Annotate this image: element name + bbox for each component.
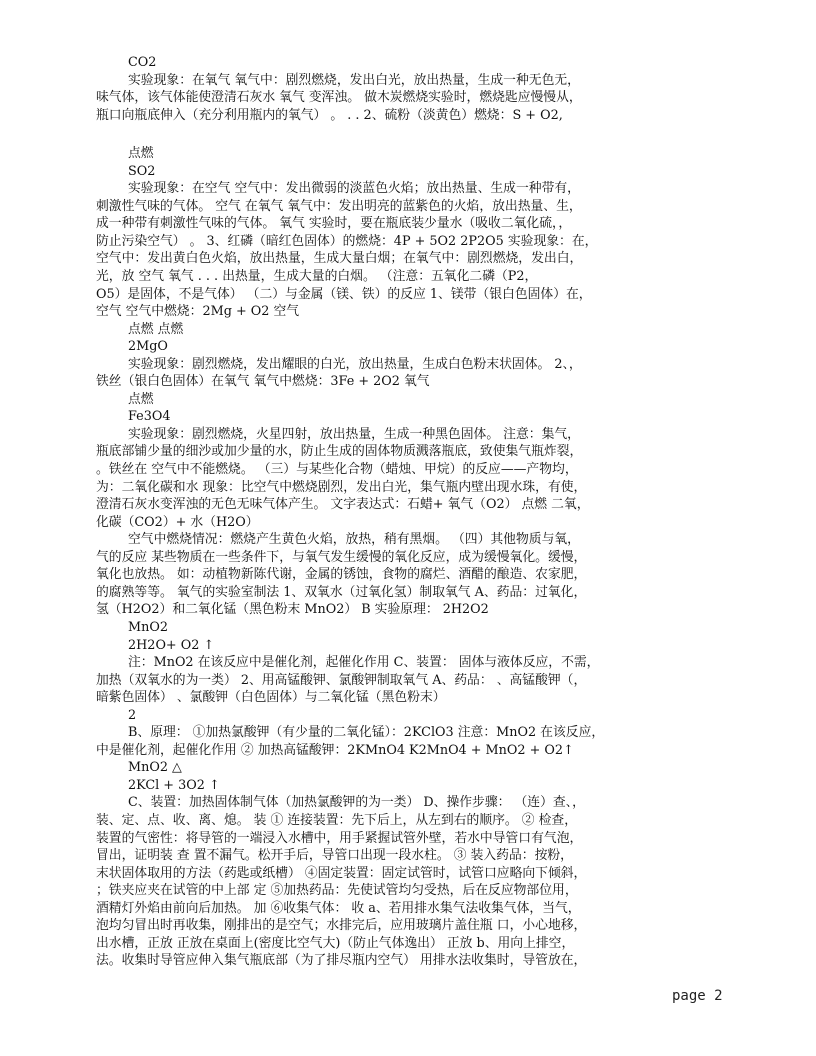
text-line: 为：二氧化碳和水 现象：比空气中燃烧剧烈，发出白光，集气瓶内壁出现水珠，有使， bbox=[96, 479, 587, 495]
text-line: 瓶底部铺少量的细沙或加少量的水，防止生成的固体物质溅落瓶底，致使集气瓶炸裂， bbox=[96, 444, 583, 460]
text-line: 装置的气密性：将导管的一端浸入水槽中，用手紧握试管外壁，若水中导管口有气泡， bbox=[96, 830, 583, 846]
text-line: 2H2O+ O2 ↑ bbox=[128, 637, 215, 653]
text-line: MnO2 △ bbox=[128, 760, 182, 776]
text-line: CO2 bbox=[128, 55, 157, 70]
text-line: SO2 bbox=[128, 163, 156, 179]
text-line: 实验现象：在空气 空气中：发出微弱的淡蓝色火焰；放出热量、生成一种带有， bbox=[128, 181, 580, 197]
text-line: 防止污染空气） 。 3、红磷（暗红色固体）的燃烧：4P + 5O2 2P2O5 实验现象：在， bbox=[96, 233, 598, 249]
text-line: 点燃 bbox=[128, 146, 154, 162]
blank-line bbox=[96, 124, 696, 145]
text-line: 成一种带有刺激性气味的气体。 氧气 实验时，要在瓶底装少量水（吸收二氧化硫，， bbox=[96, 216, 572, 232]
text-line: MnO2 bbox=[128, 619, 168, 635]
text-line: 氧化也放热。 如：动植物新陈代谢，金属的锈蚀，食物的腐烂、酒醋的酿造、农家肥， bbox=[96, 567, 587, 583]
text-line: 2MgO bbox=[128, 339, 168, 355]
text-line: 味气体，该气体能使澄清石灰水 氧气 变浑浊。 做木炭燃烧实验时，燃烧匙应慢慢从， bbox=[96, 90, 582, 106]
text-line: 空气中：发出黄白色火焰，放出热量，生成大量白烟；在氧气中：剧烈燃烧，发出白， bbox=[96, 251, 583, 267]
text-line: 。铁丝在 空气中不能燃烧。 （三）与某些化合物（蜡烛、甲烷）的反应——产物均， bbox=[96, 462, 578, 478]
text-line: 酒精灯外焰由前向后加热。 加 ⑥收集气体： 收 a、若用排水集气法收集气体，当气， bbox=[96, 900, 581, 916]
text-line: 暗紫色固体） 、氯酸钾（白色固体）与二氧化锰（黑色粉末） bbox=[96, 690, 446, 706]
text-line: 澄清石灰水变浑浊的无色无味气体产生。 文字表达式：石蜡+ 氧气（O2） 点燃 二氧， bbox=[96, 497, 590, 513]
page-number: page 2 bbox=[672, 988, 723, 1004]
text-line: O5）是固体，不是气体） （二）与金属（镁、铁）的反应 1、镁带（银白色固体）在， bbox=[96, 286, 592, 302]
text-line: 刺激性气味的气体。 空气 在氧气 氧气中：发出明亮的蓝紫色的火焰，放出热量、生， bbox=[96, 198, 582, 214]
text-line: 末状固体取用的方法（药匙或纸槽） ④固定装置：固定试管时，试管口应略向下倾斜， bbox=[96, 865, 587, 881]
text-line: 实验现象：剧烈燃烧，发出耀眼的白光，放出热量，生成白色粉末状固体。 2、， bbox=[128, 356, 582, 372]
text-line: ；铁夹应夹在试管的中上部 定 ⑤加热药品：先使试管均匀受热，后在反应物部位用， bbox=[96, 883, 578, 899]
text-line: 空气 空气中燃烧：2Mg + O2 空气 bbox=[96, 304, 300, 320]
text-line: 中是催化剂，起催化作用 ② 加热高锰酸钾：2KMnO4 K2MnO4 + MnO2 + O2↑ bbox=[96, 742, 574, 758]
text-line: 装、定、点、收、离、熄。 装 ① 连接装置：先下后上，从左到右的顺序。 ② 检查， bbox=[96, 812, 578, 828]
text-line: 泡均匀冒出时再收集，刚排出的是空气；水排完后，应用玻璃片盖住瓶 口，小心地移， bbox=[96, 918, 587, 934]
text-line: 光，放 空气 氧气 . . . 出热量，生成大量的白烟。 （注意：五氧化二磷（P2， bbox=[96, 269, 538, 285]
text-line: 实验现象：剧烈燃烧，火星四射，放出热量，生成一种黑色固体。 注意：集气， bbox=[128, 426, 580, 442]
text-line: B、原理： ①加热氯酸钾（有少量的二氧化锰）：2KClO3 注意：MnO2 在该反应， bbox=[128, 725, 605, 741]
text-line: 注：MnO2 在该反应中是催化剂，起催化作用 C、装置： 固体与液体反应，不需， bbox=[128, 655, 600, 671]
text-line: C、装置：加热固体制气体（加热氯酸钾的为一类） D、操作步骤： （连）查、， bbox=[128, 795, 585, 811]
text-line: 氢（H2O2）和二氧化锰（黑色粉末 MnO2） B 实验原理： 2H2O2 bbox=[96, 602, 489, 618]
text-line: 加热（双氧水的为一类） 2、用高锰酸钾、氯酸钾制取氧气 A、药品： 、高锰酸钾（， bbox=[96, 672, 587, 688]
text-line: 法。收集时导管应伸入集气瓶底部（为了排尽瓶内空气） 用排水法收集时，导管放在， bbox=[96, 953, 587, 969]
text-line: 点燃 点燃 bbox=[128, 321, 184, 337]
text-line: 2 bbox=[128, 707, 137, 723]
text-line: 化碳（CO2）+ 水（H2O） bbox=[96, 514, 259, 530]
text-line: 空气中燃烧情况：燃烧产生黄色火焰，放热，稍有黑烟。 （四）其他物质与氧， bbox=[128, 532, 580, 548]
document-body bbox=[96, 54, 696, 970]
text-line: Fe3O4 bbox=[128, 409, 171, 425]
text-line: 点燃 bbox=[128, 391, 154, 407]
text-line: 出水槽，正放 正放在桌面上(密度比空气大)（防止气体逸出） 正放 b、用向上排空， bbox=[96, 935, 575, 951]
text-line: 气的反应 某些物质在一些条件下，与氧气发生缓慢的氧化反应，成为缓慢氧化。缓慢， bbox=[96, 549, 587, 565]
text-line: 铁丝（银白色固体）在氧气 氧气中燃烧：3Fe + 2O2 氧气 bbox=[96, 374, 430, 390]
text-line: 2KCl + 3O2 ↑ bbox=[128, 777, 220, 793]
text-line: 的腐熟等等。 氧气的实验室制法 1、双氧水（过氧化氢）制取氧气 A、药品：过氧化， bbox=[96, 584, 587, 600]
text-line: 瓶口向瓶底伸入（充分利用瓶内的氧气） 。 . . 2、硫粉（淡黄色）燃烧：S + O2, bbox=[96, 107, 563, 123]
text-line: 实验现象：在氧气 氧气中：剧烈燃烧，发出白光，放出热量，生成一种无色无， bbox=[128, 72, 580, 88]
text-line: 冒出，证明装 查 置不漏气。松开手后，导管口出现一段水柱。 ③ 装入药品：按粉， bbox=[96, 848, 573, 864]
